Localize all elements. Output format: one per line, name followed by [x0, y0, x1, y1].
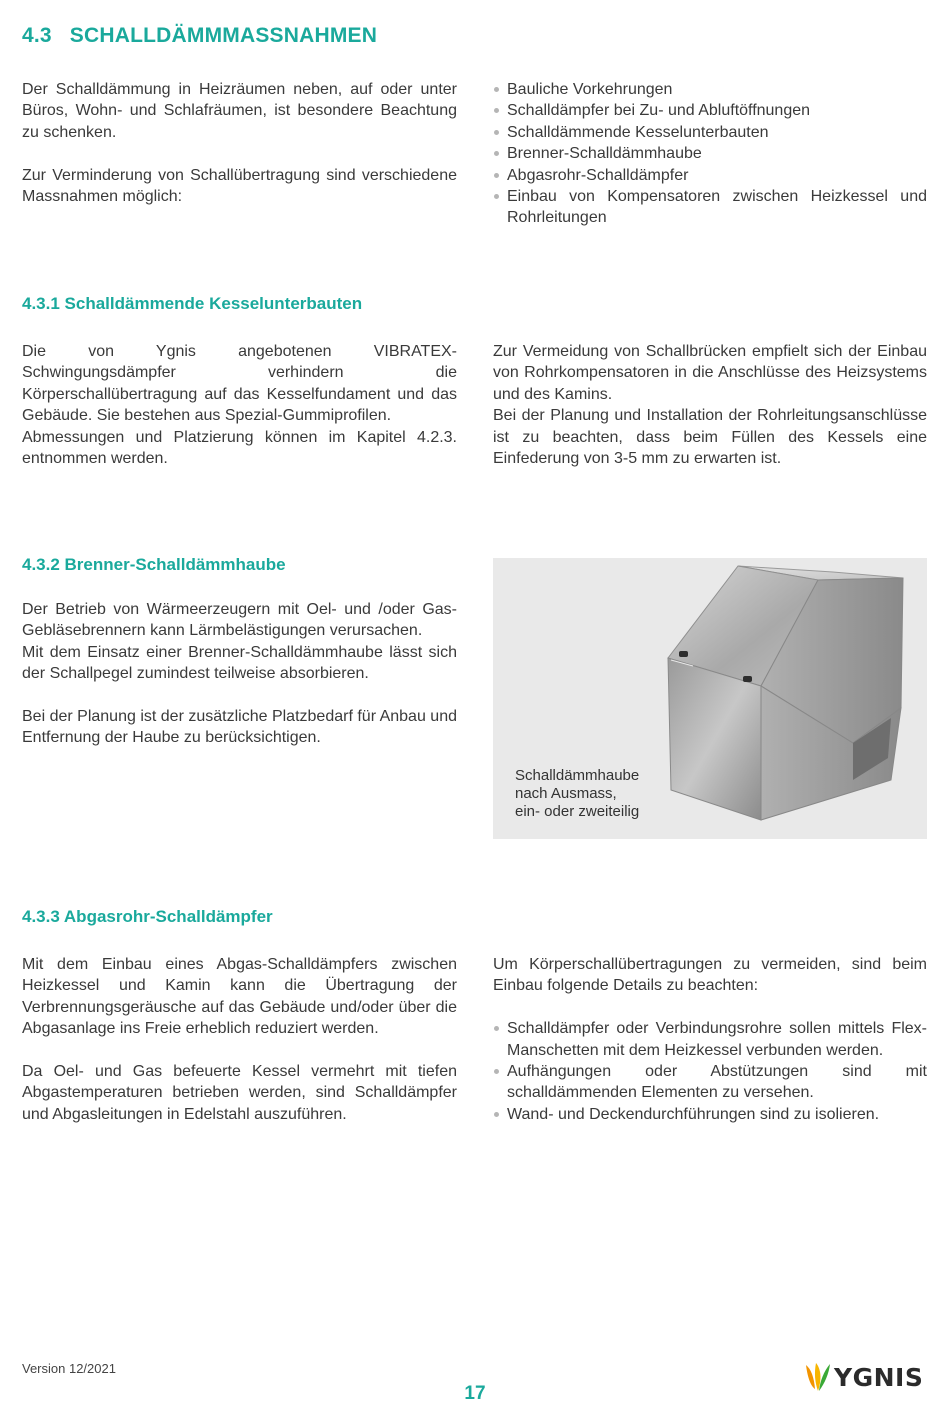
list-item: Bauliche Vorkehrungen [493, 79, 927, 100]
s432-left [22, 599, 457, 749]
ygnis-logo [803, 1361, 929, 1393]
list-item: Schalldämpfer oder Verbindungsrohre sollen mittels Flex-Manschetten mit dem Heizkessel verbunden werden. [493, 1018, 927, 1061]
footer-version: Version 12/2021 [22, 1361, 116, 1376]
ygnis-flame-icon [803, 1361, 835, 1393]
list-item: Aufhängungen oder Abstützungen sind mit schalldämmenden Elementen zu versehen. [493, 1061, 927, 1104]
s431-left-paragraph-1: Die von Ygnis angebotenen VIBRATEX-Schwingungsdämpfer verhindern die Körperschallübertragung auf das Kesselfundament und das Gebäude. Sie bestehen aus Spezial-Gummiprofilen. [22, 343, 457, 425]
sound-hood-photo [493, 558, 927, 839]
caption-line: ein- oder zweiteilig [515, 803, 640, 820]
s431-left-paragraph-2: Abmessungen und Platzierung können im Kapitel 4.2.3. entnommen werden. [22, 428, 457, 468]
s433-right-intro: Um Körperschallübertragungen zu vermeiden, sind beim Einbau folgende Details zu beachten: [493, 956, 927, 995]
logo-text: YGNIS [834, 1363, 924, 1392]
page-number: 17 [464, 1383, 486, 1404]
s433-paragraph-2: Da Oel- und Gas befeuerte Kessel vermehrt mit tiefen Abgastemperaturen betrieben werden, sind Schalldämpfer und Abgasleitungen in Edelstahl auszuführen. [22, 1063, 457, 1123]
list-item: Abgasrohr-Schalldämpfer [493, 165, 927, 186]
subsection-title-431: 4.3.1 Schalldämmende Kesselunterbauten [22, 294, 363, 313]
s433-right [493, 954, 927, 1125]
s431-right [493, 341, 927, 469]
caption-line: nach Ausmass, [515, 785, 617, 802]
list-item: Wand- und Deckendurchführungen sind zu isolieren. [493, 1104, 927, 1125]
s433-left [22, 954, 457, 1125]
intro-left [22, 79, 457, 207]
s431-left [22, 341, 457, 469]
intro-measures-list [493, 79, 927, 229]
list-item: Einbau von Kompensatoren zwischen Heizkessel und Rohrleitungen [493, 186, 927, 229]
list-item: Schalldämmende Kesselunterbauten [493, 122, 927, 143]
list-item: Schalldämpfer bei Zu- und Abluftöffnungen [493, 100, 927, 121]
caption-line: Schalldämmhaube [515, 767, 640, 784]
list-item: Brenner-Schalldämmhaube [493, 143, 927, 164]
section-number: 4.3 [22, 24, 52, 47]
s431-right-paragraph-1: Zur Vermeidung von Schallbrücken empfielt sich der Einbau von Rohrkompensatoren in die Anschlüsse des Heizsystems und des Kamins. [493, 343, 927, 403]
s433-paragraph-1: Mit dem Einbau eines Abgas-Schalldämpfers zwischen Heizkessel und Kamin kann die Übertragung der Verbrennungsgeräusche auf das Gebäude und/oder über die Abgasanlage ins Freie erheblich reduziert werden. [22, 956, 457, 1038]
s432-paragraph-2: Mit dem Einsatz einer Brenner-Schalldämmhaube lässt sich der Schallpegel zumindest teilweise absorbieren. [22, 643, 457, 683]
intro-paragraph-2: Zur Verminderung von Schallübertragung sind verschiedene Massnahmen möglich: [22, 166, 457, 206]
section-title-text: SCHALLDÄMMMASSNAHMEN [69, 24, 378, 47]
s432-paragraph-1: Der Betrieb von Wärmeerzeugern mit Oel- und /oder Gas-Gebläsebrennern kann Lärmbelästigungen verursachen. [22, 601, 457, 640]
photo-caption [515, 767, 639, 821]
intro-paragraph-1: Der Schalldämmung in Heizräumen neben, auf oder unter Büros, Wohn- und Schlafräumen, ist besondere Beachtung zu schenken. [22, 81, 457, 141]
subsection-title-433: 4.3.3 Abgasrohr-Schalldämpfer [22, 907, 273, 926]
s432-paragraph-3: Bei der Planung ist der zusätzliche Platzbedarf für Anbau und Entfernung der Haube zu berücksichtigen. [22, 708, 457, 747]
section-title [22, 24, 377, 48]
s431-right-paragraph-2: Bei der Planung und Installation der Rohrleitungsanschlüsse ist zu beachten, dass beim Füllen des Kessels eine Einfederung von 3-5 mm zu erwarten ist. [493, 407, 927, 468]
subsection-title-432: 4.3.2 Brenner-Schalldämmhaube [22, 555, 286, 574]
